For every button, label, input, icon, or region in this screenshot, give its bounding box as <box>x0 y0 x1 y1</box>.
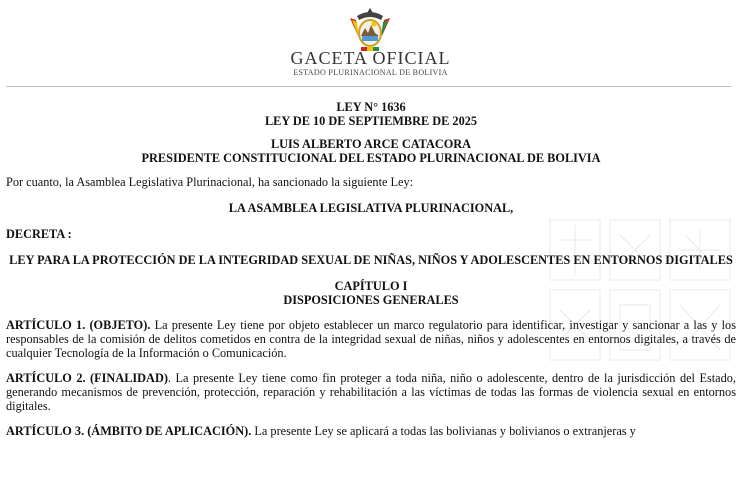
president-title: PRESIDENTE CONSTITUCIONAL DEL ESTADO PLURINACIONAL DE BOLIVIA <box>141 151 601 165</box>
assembly-heading: LA ASAMBLEA LEGISLATIVA PLURINACIONAL, <box>228 201 514 215</box>
article-3 <box>6 424 736 438</box>
decreta-label: DECRETA : <box>6 227 72 241</box>
gazette-subtitle: ESTADO PLURINACIONAL DE BOLIVIA <box>293 68 448 77</box>
article-2 <box>6 371 736 413</box>
president-name: LUIS ALBERTO ARCE CATACORA <box>270 137 472 151</box>
article-text: . La presente Ley tiene como fin proteger a toda niña, niño o adolescente, dentro de la jurisdicción del Estado, generando mecanismos de prevención, protección, reparación y rehabilitación a las víctimas de todas las formas de violencia sexual en entornos digitales. <box>6 371 736 413</box>
law-title: LEY PARA LA PROTECCIÓN DE LA INTEGRIDAD SEXUAL DE NIÑAS, NIÑOS Y ADOLESCENTES EN ENTORNOS DIGITALES <box>9 253 733 267</box>
header-divider <box>6 86 731 87</box>
article-text: La presente Ley tiene por objeto establecer un marco regulatorio para identificar, investigar y sancionar a las y los responsables de la comisión de delitos cometidos en contra de la integridad sexual de niñas, niños y adolescentes en entornos digitales, a través de cualquier Tecnología de la Información o Comunicación. <box>6 318 736 360</box>
law-document <box>6 100 736 438</box>
chapter-number: CAPÍTULO I <box>334 279 408 293</box>
gazette-title: GACETA OFICIAL <box>290 48 451 68</box>
chapter-title: DISPOSICIONES GENERALES <box>283 293 459 307</box>
article-text: La presente Ley se aplicará a todas las bolivianas y bolivianos o extranjeras y <box>251 424 636 438</box>
article-heading: ARTÍCULO 3. (ÁMBITO DE APLICACIÓN). <box>6 424 252 438</box>
gazette-header <box>0 0 741 92</box>
law-date: LEY DE 10 DE SEPTIEMBRE DE 2025 <box>264 114 478 128</box>
article-heading: ARTÍCULO 1. (OBJETO). <box>6 318 151 332</box>
law-number: LEY N° 1636 <box>336 100 406 114</box>
article-1 <box>6 318 736 360</box>
preamble: Por cuanto, la Asamblea Legislativa Plurinacional, ha sancionado la siguiente Ley: <box>6 175 414 189</box>
article-heading: ARTÍCULO 2. (FINALIDAD) <box>6 371 168 385</box>
